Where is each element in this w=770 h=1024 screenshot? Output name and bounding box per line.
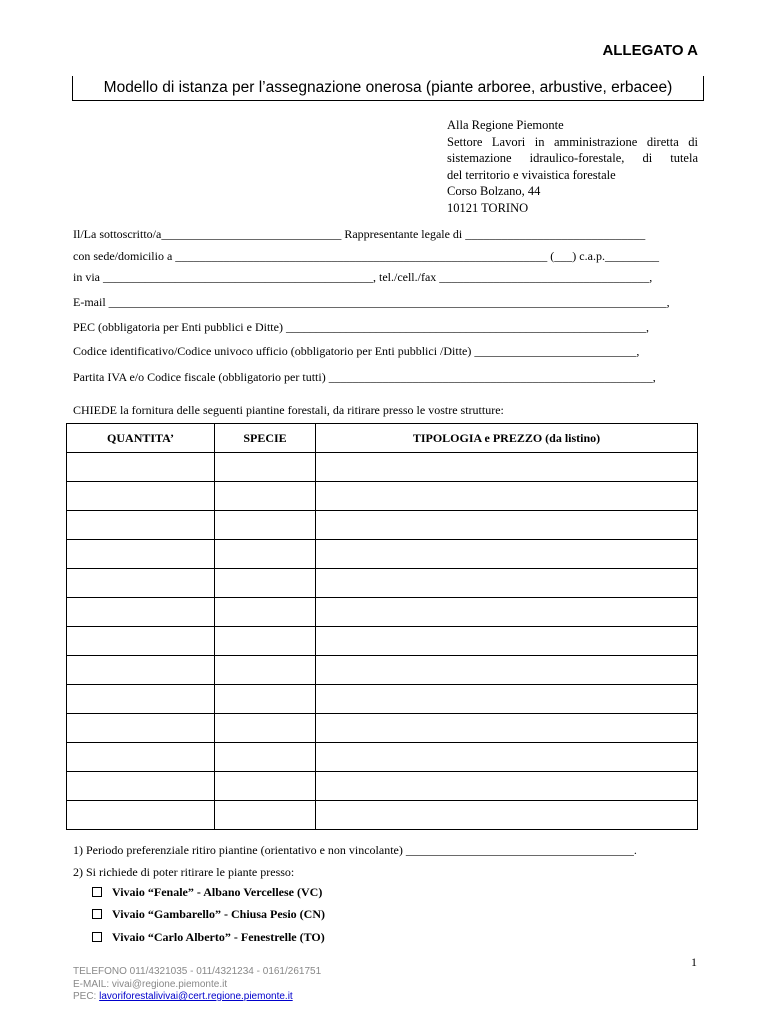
- footer-pec: [73, 991, 321, 1004]
- page-number: 1: [691, 955, 697, 969]
- table-row: [67, 598, 698, 627]
- cell-specie[interactable]: [215, 540, 316, 569]
- table-row: [67, 453, 698, 482]
- table-row: [67, 511, 698, 540]
- cell-tipologia[interactable]: [316, 801, 698, 830]
- vivaio-option-gambarello[interactable]: [92, 907, 325, 922]
- cell-tipologia[interactable]: [316, 482, 698, 511]
- cell-tipologia[interactable]: [316, 598, 698, 627]
- cell-quantita[interactable]: [67, 656, 215, 685]
- cell-tipologia[interactable]: [316, 511, 698, 540]
- via-field[interactable]: in via _____________________________________________, tel./cell./fax ___________________________________,: [73, 270, 653, 284]
- header-specie: SPECIE: [215, 424, 316, 453]
- table-row: [67, 772, 698, 801]
- cell-specie[interactable]: [215, 598, 316, 627]
- cell-specie[interactable]: [215, 685, 316, 714]
- vivaio-label: Vivaio “Gambarello” - Chiusa Pesio (CN): [112, 907, 325, 921]
- order-table: [66, 423, 698, 830]
- cell-specie[interactable]: [215, 627, 316, 656]
- table-row: [67, 743, 698, 772]
- cell-tipologia[interactable]: [316, 772, 698, 801]
- cell-specie[interactable]: [215, 801, 316, 830]
- partita-iva-field[interactable]: Partita IVA e/o Codice fiscale (obbligatorio per tutti) ______________________________________________________,: [73, 370, 656, 384]
- cell-specie[interactable]: [215, 511, 316, 540]
- cell-quantita[interactable]: [67, 685, 215, 714]
- cell-quantita[interactable]: [67, 482, 215, 511]
- document-title: Modello di istanza per l’assegnazione onerosa (piante arboree, arbustive, erbacee): [103, 79, 673, 96]
- recipient-line: Corso Bolzano, 44: [447, 184, 541, 198]
- cell-specie[interactable]: [215, 743, 316, 772]
- ritiro-text: 2) Si richiede di poter ritirare le piante presso:: [73, 865, 295, 879]
- cell-tipologia[interactable]: [316, 714, 698, 743]
- recipient-line: 10121 TORINO: [447, 200, 529, 215]
- checkbox-icon[interactable]: [92, 909, 102, 919]
- allegato-label: ALLEGATO A: [602, 42, 698, 59]
- pec-field[interactable]: PEC (obbligatoria per Enti pubblici e Ditte) ____________________________________________________________,: [73, 320, 649, 334]
- table-row: [67, 569, 698, 598]
- vivaio-label: Vivaio “Carlo Alberto” - Fenestrelle (TO): [112, 930, 325, 944]
- table-header-row: [67, 424, 698, 453]
- cell-specie[interactable]: [215, 714, 316, 743]
- recipient-line: del territorio e vivaistica forestale: [447, 167, 616, 182]
- vivaio-option-carlo-alberto[interactable]: [92, 930, 325, 945]
- recipient-address: [447, 117, 698, 216]
- table-row: [67, 540, 698, 569]
- header-quantita: QUANTITA’: [67, 424, 215, 453]
- table-row: [67, 801, 698, 830]
- cell-quantita[interactable]: [67, 743, 215, 772]
- cell-tipologia[interactable]: [316, 656, 698, 685]
- cell-specie[interactable]: [215, 482, 316, 511]
- cell-quantita[interactable]: [67, 598, 215, 627]
- sottoscritto-field[interactable]: Il/La sottoscritto/a______________________________ Rappresentante legale di ______________________________: [73, 227, 646, 241]
- cell-tipologia[interactable]: [316, 453, 698, 482]
- header-tipologia: TIPOLOGIA e PREZZO (da listino): [316, 424, 698, 453]
- footer: [73, 966, 321, 1004]
- table-row: [67, 627, 698, 656]
- vivaio-option-fenale[interactable]: [92, 885, 322, 900]
- title-box: [72, 76, 704, 101]
- cell-quantita[interactable]: [67, 714, 215, 743]
- checkbox-icon[interactable]: [92, 932, 102, 942]
- cell-quantita[interactable]: [67, 627, 215, 656]
- codice-field[interactable]: Codice identificativo/Codice univoco ufficio (obbligatorio per Enti pubblici /Ditte) ___________________________,: [73, 344, 640, 358]
- checkbox-icon[interactable]: [92, 887, 102, 897]
- footer-email: E-MAIL: vivai@regione.piemonte.it: [73, 978, 228, 990]
- cell-specie[interactable]: [215, 453, 316, 482]
- table-row: [67, 685, 698, 714]
- table-row: [67, 482, 698, 511]
- cell-tipologia[interactable]: [316, 743, 698, 772]
- email-field[interactable]: E-mail _____________________________________________________________________________________________,: [73, 295, 670, 309]
- cell-quantita[interactable]: [67, 511, 215, 540]
- recipient-line: sistemazione idraulico-forestale, di tutela: [447, 151, 698, 165]
- cell-quantita[interactable]: [67, 569, 215, 598]
- cell-tipologia[interactable]: [316, 569, 698, 598]
- sede-field[interactable]: con sede/domicilio a ______________________________________________________________ (___) c.a.p._________: [73, 249, 659, 263]
- pec-label: PEC:: [73, 991, 100, 1002]
- table-row: [67, 714, 698, 743]
- cell-quantita[interactable]: [67, 540, 215, 569]
- cell-quantita[interactable]: [67, 772, 215, 801]
- cell-specie[interactable]: [215, 772, 316, 801]
- cell-tipologia[interactable]: [316, 540, 698, 569]
- cell-tipologia[interactable]: [316, 685, 698, 714]
- cell-specie[interactable]: [215, 656, 316, 685]
- table-row: [67, 656, 698, 685]
- periodo-field[interactable]: 1) Periodo preferenziale ritiro piantine (orientativo e non vincolante) ______________________________________.: [73, 843, 637, 857]
- chiede-text: CHIEDE la fornitura delle seguenti piantine forestali, da ritirare presso le vostre strutture:: [73, 403, 504, 417]
- recipient-line: Alla Regione Piemonte: [447, 118, 564, 132]
- cell-tipologia[interactable]: [316, 627, 698, 656]
- footer-telefono: TELEFONO 011/4321035 - 011/4321234 - 0161/261751: [73, 966, 322, 977]
- pec-link[interactable]: lavoriforestalivivai@cert.regione.piemonte.it: [99, 991, 293, 1002]
- recipient-line: Settore Lavori in amministrazione diretta di: [447, 134, 698, 149]
- vivaio-label: Vivaio “Fenale” - Albano Vercellese (VC): [112, 885, 323, 899]
- cell-quantita[interactable]: [67, 801, 215, 830]
- cell-specie[interactable]: [215, 569, 316, 598]
- cell-quantita[interactable]: [67, 453, 215, 482]
